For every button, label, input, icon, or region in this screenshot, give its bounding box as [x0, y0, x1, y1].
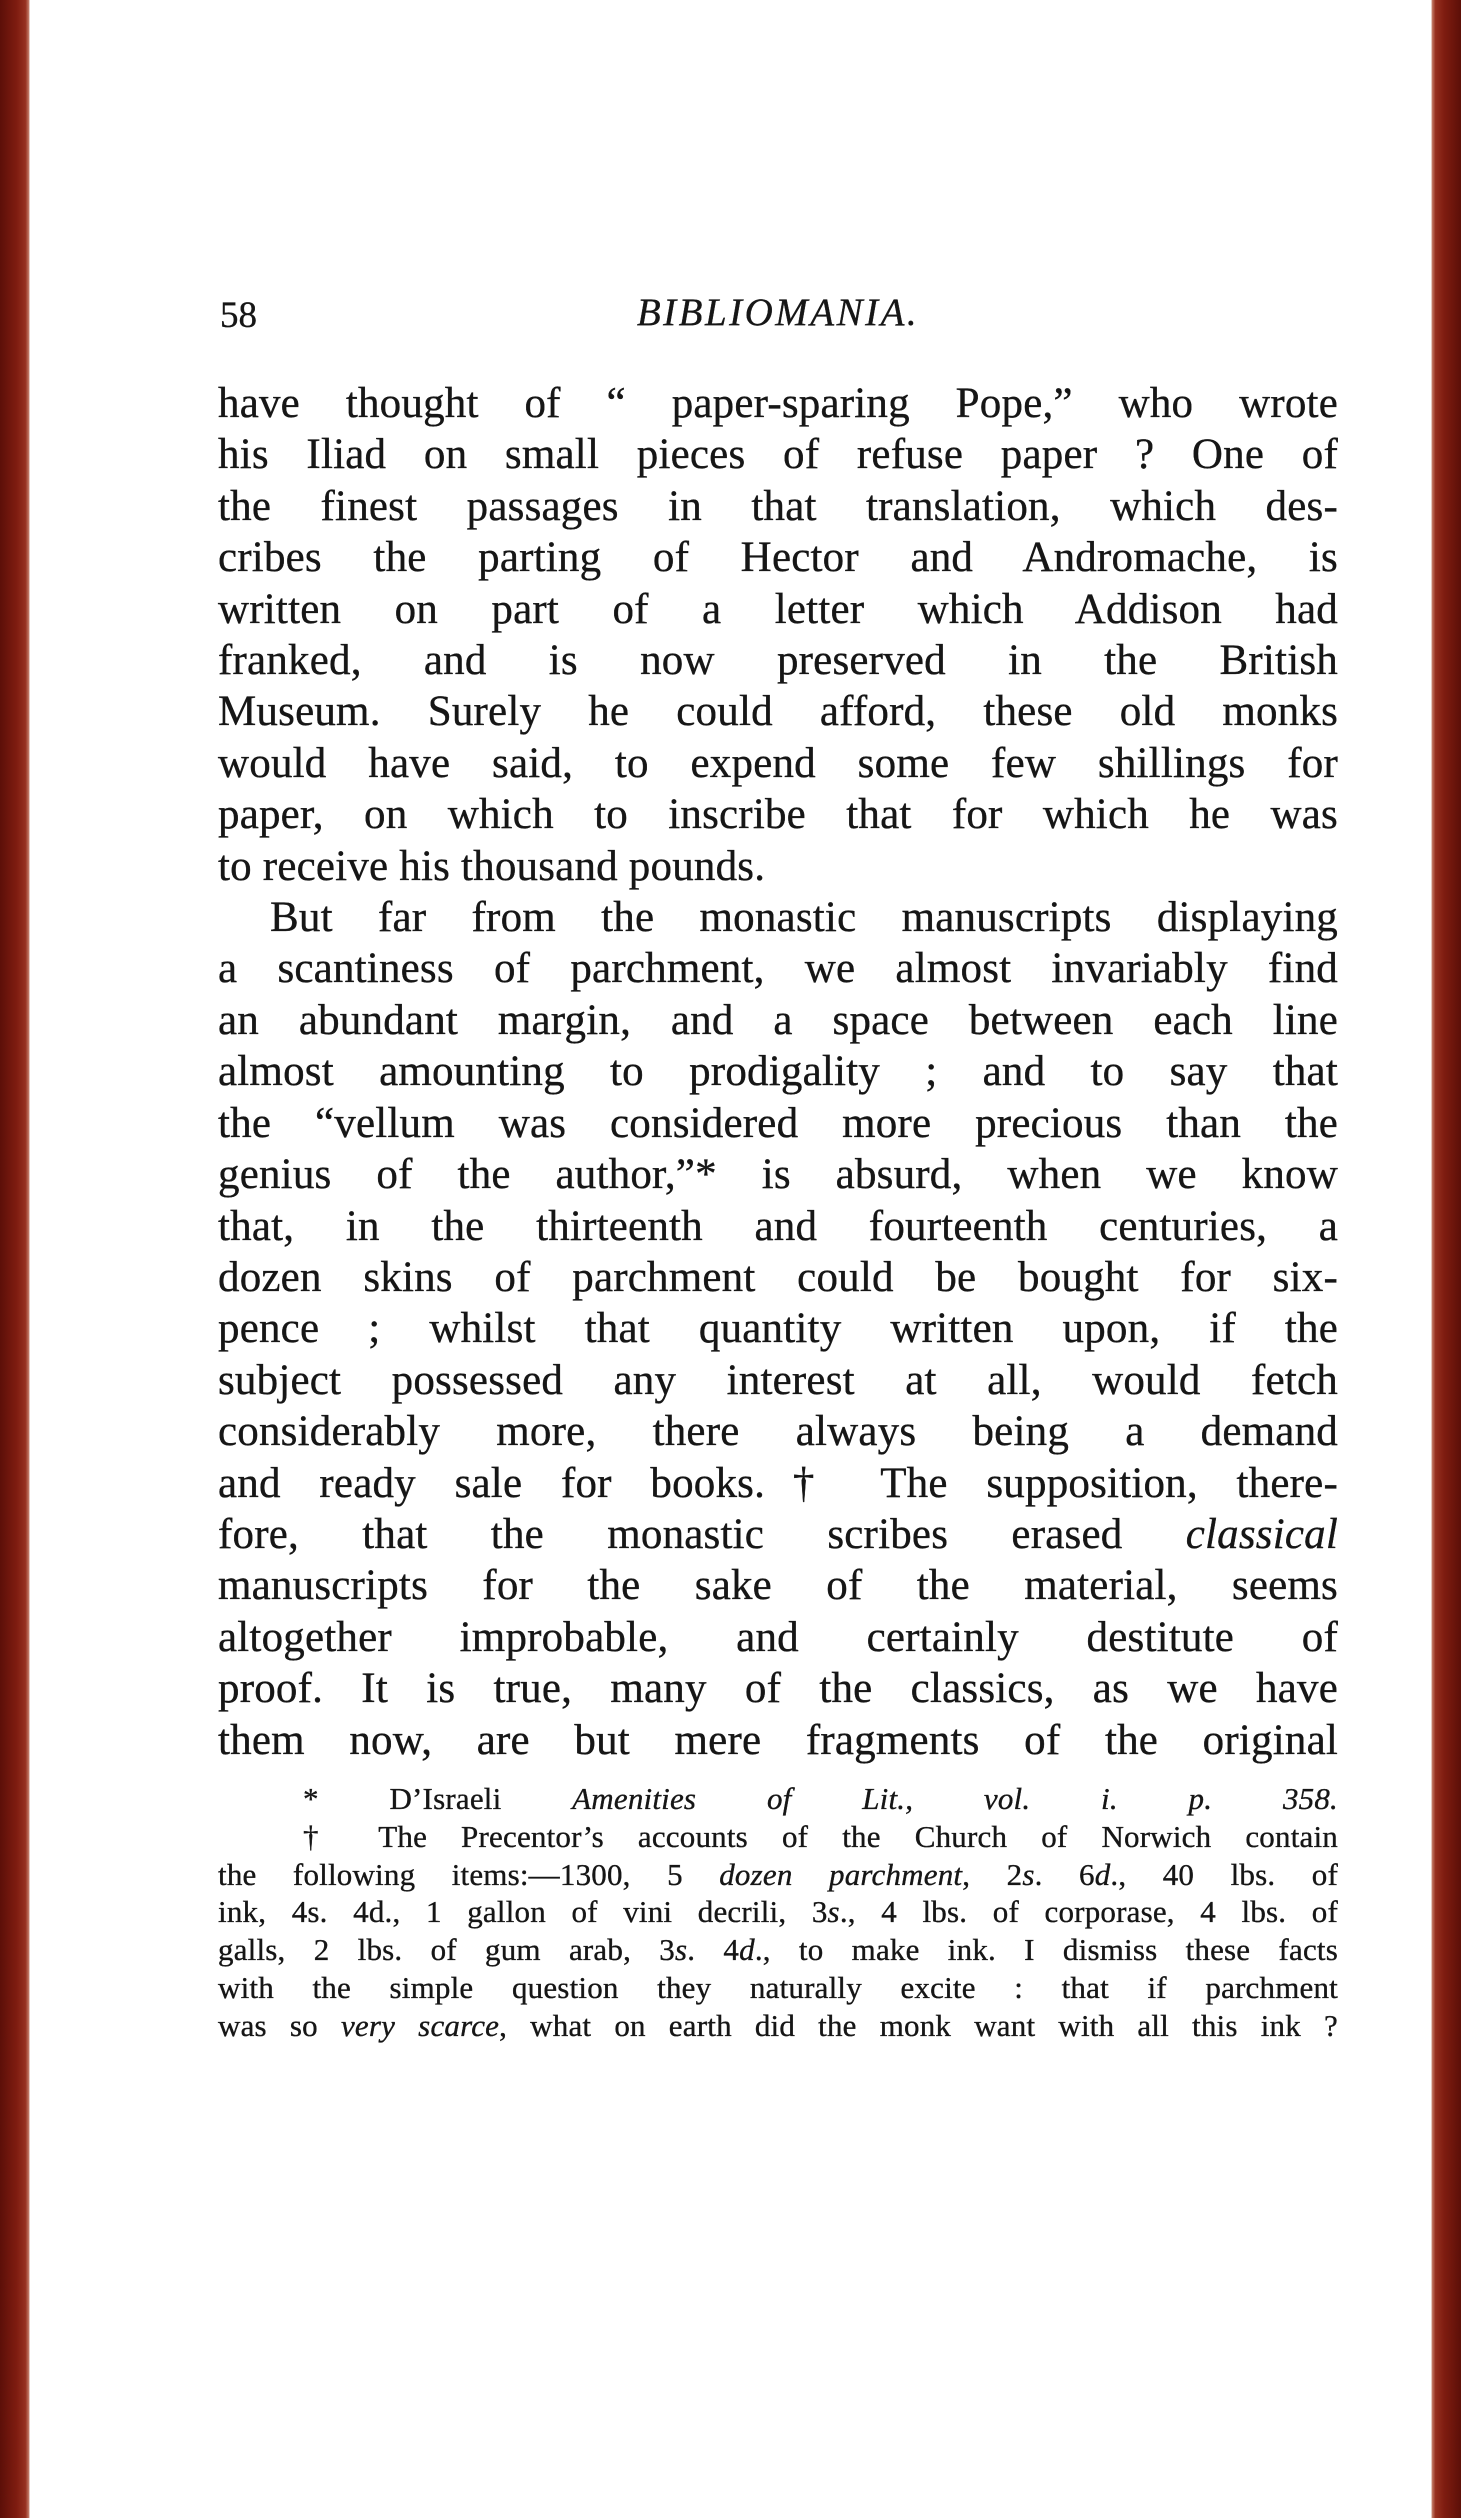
text-line: and ready sale for books.† The supposition, there- — [218, 1459, 1338, 1507]
running-title: BIBLIOMANIA. — [636, 291, 920, 334]
text-line: proof. It is true, many of the classics, as we have — [218, 1665, 1338, 1713]
page-number: 58 — [220, 295, 257, 336]
text-line: galls, 2 lbs. of gum arab, 3s. 4d., to make ink. I dismiss these facts — [218, 1932, 1339, 1968]
text-line: ink, 4s. 4d., 1 gallon of vini decrili, 3s., 4 lbs. of corporase, 4 lbs. of — [218, 1894, 1339, 1930]
text-line: the finest passages in that translation, which des- — [218, 482, 1338, 530]
text-line: the following items:—1300, 5 dozen parchment, 2s. 6d., 40 lbs. of — [218, 1856, 1338, 1892]
text-line: his Iliad on small pieces of refuse paper ? One of — [218, 431, 1338, 479]
page-header — [218, 290, 1338, 340]
text-line: written on part of a letter which Addison had — [218, 585, 1338, 633]
text-line: dozen skins of parchment could be bought for six- — [218, 1253, 1338, 1301]
text-line: pence ; whilst that quantity written upon, if the — [218, 1305, 1338, 1353]
text-line: altogether improbable, and certainly destitute of — [218, 1613, 1338, 1661]
text-line: But far from the monastic manuscripts displaying — [270, 894, 1338, 942]
body-text — [218, 378, 1338, 1766]
text-line: fore, that the monastic scribes erased classical — [218, 1510, 1338, 1558]
text-line: a scantiness of parchment, we almost invariably find — [218, 945, 1338, 993]
text-line: was so very scarce, what on earth did the monk want with all this ink ? — [218, 2007, 1338, 2043]
text-line: them now, are but mere fragments of the original — [218, 1716, 1338, 1764]
text-line: subject possessed any interest at all, would fetch — [218, 1356, 1338, 1404]
paragraph-2 — [218, 892, 1338, 1766]
book-binding-edge-right — [1431, 0, 1461, 2518]
text-line: to receive his thousand pounds. — [218, 842, 766, 890]
text-line: have thought of “ paper-sparing Pope,” who wrote — [218, 380, 1338, 427]
footnotes — [218, 1780, 1338, 2045]
book-binding-edge-left — [0, 0, 30, 2518]
page-content — [218, 290, 1338, 2045]
text-line: the “vellum was considered more precious than the — [218, 1099, 1338, 1147]
text-line: * D’Israeli Amenities of Lit., vol. i. p. 358. — [303, 1780, 1338, 1816]
text-line: Museum. Surely he could afford, these old monks — [218, 688, 1338, 736]
text-line: † The Precentor’s accounts of the Church of Norwich contain — [303, 1818, 1338, 1854]
text-line: franked, and is now preserved in the British — [218, 637, 1338, 685]
text-line: paper, on which to inscribe that for which he was — [218, 791, 1338, 839]
text-line: that, in the thirteenth and fourteenth centuries, a — [218, 1202, 1338, 1250]
text-line: an abundant margin, and a space between each line — [218, 996, 1338, 1044]
paragraph-1 — [218, 378, 1338, 892]
text-line: with the simple question they naturally excite : that if parchment — [218, 1969, 1338, 2005]
text-line: cribes the parting of Hector and Andromache, is — [218, 534, 1338, 582]
text-line: manuscripts for the sake of the material, seems — [218, 1562, 1338, 1610]
text-line: almost amounting to prodigality ; and to say that — [218, 1048, 1338, 1096]
text-line: genius of the author,”* is absurd, when we know — [218, 1151, 1338, 1199]
text-line: considerably more, there always being a demand — [218, 1408, 1338, 1456]
text-line: would have said, to expend some few shillings for — [218, 739, 1338, 787]
